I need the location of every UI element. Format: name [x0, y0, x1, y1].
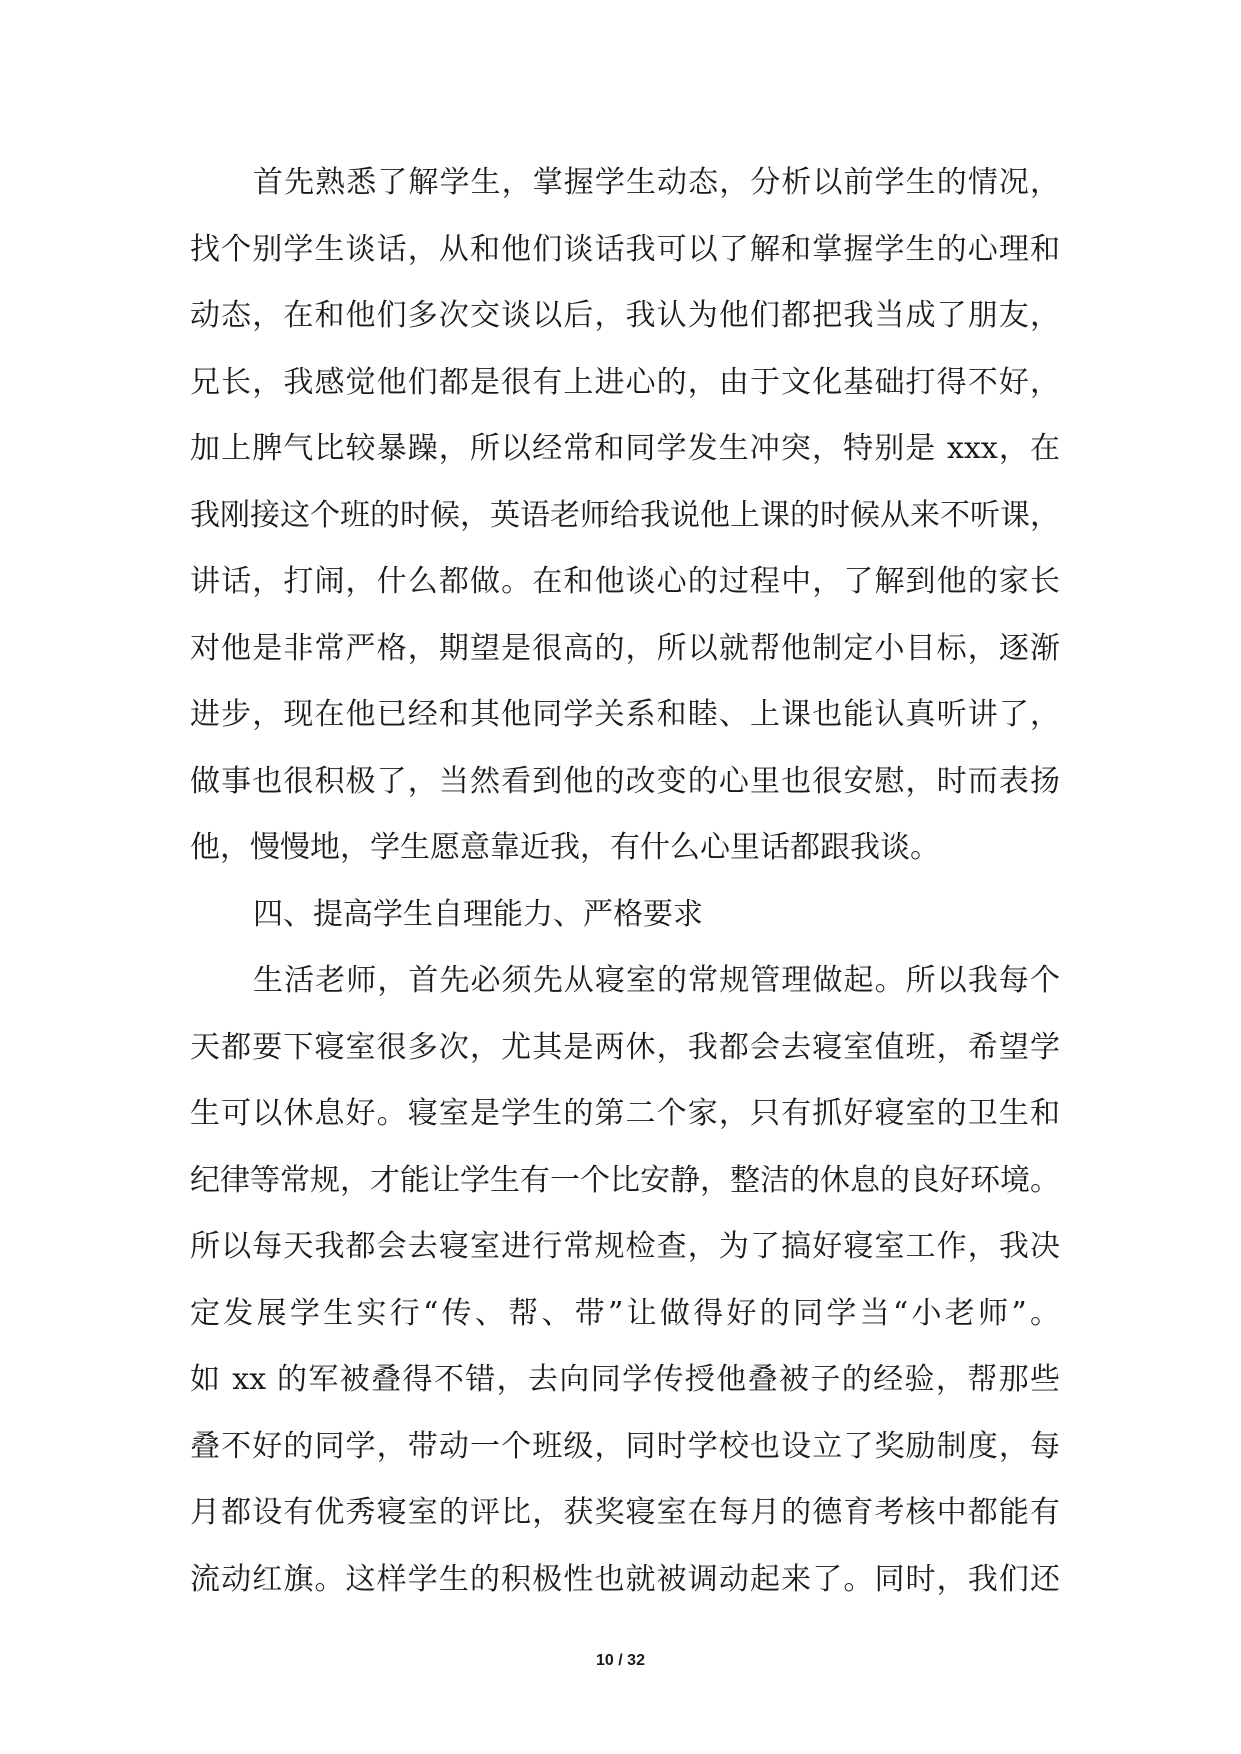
text-line: 做事也很积极了，当然看到他的改变的心里也很安慰，时而表扬	[190, 763, 1060, 799]
page-number: 10 / 32	[596, 1652, 645, 1669]
text-line: 对他是非常严格，期望是很高的，所以就帮他制定小目标，逐渐	[190, 630, 1060, 666]
text-line: 动态，在和他们多次交谈以后，我认为他们都把我当成了朋友，	[190, 298, 1060, 333]
text-line: 所以每天我都会去寝室进行常规检查，为了搞好寝室工作，我决	[190, 1229, 1060, 1264]
body-text	[190, 150, 1060, 1613]
text-line: 首先熟悉了解学生，掌握学生动态，分析以前学生的情况，	[253, 165, 1060, 200]
text-line: 叠不好的同学，带动一个班级，同时学校也设立了奖励制度，每	[190, 1428, 1060, 1464]
text-line: 进步，现在他已经和其他同学关系和睦、上课也能认真听讲了，	[190, 697, 1060, 732]
text-line: 讲话，打闹，什么都做。在和他谈心的过程中，了解到他的家长	[190, 564, 1060, 599]
text-line: 定发展学生实行“传、帮、带”让做得好的同学当“小老师”。	[190, 1295, 1060, 1331]
text-line: 天都要下寝室很多次，尤其是两休，我都会去寝室值班，希望学	[190, 1029, 1060, 1065]
text-line: 找个别学生谈话，从和他们谈话我可以了解和掌握学生的心理和	[190, 231, 1060, 267]
text-line: 如 xx 的军被叠得不错，去向同学传授他叠被子的经验，帮那些	[190, 1362, 1060, 1397]
text-line: 兄长，我感觉他们都是很有上进心的，由于文化基础打得不好，	[190, 364, 1060, 400]
text-line: 我刚接这个班的时候，英语老师给我说他上课的时候从来不听课，	[190, 497, 1060, 533]
text-line: 他，慢慢地，学生愿意靠近我，有什么心里话都跟我谈。	[190, 830, 940, 865]
text-line: 生活老师，首先必须先从寝室的常规管理做起。所以我每个	[253, 963, 1060, 998]
text-line: 流动红旗。这样学生的积极性也就被调动起来了。同时，我们还	[190, 1561, 1060, 1597]
text-line: 生可以休息好。寝室是学生的第二个家，只有抓好寝室的卫生和	[190, 1096, 1060, 1131]
text-line: 月都设有优秀寝室的评比，获奖寝室在每月的德育考核中都能有	[190, 1495, 1060, 1530]
text-line: 纪律等常规，才能让学生有一个比安静，整洁的休息的良好环境。	[190, 1162, 1060, 1198]
text-line: 四、提高学生自理能力、严格要求	[253, 896, 703, 932]
text-line: 加上脾气比较暴躁，所以经常和同学发生冲突，特别是 xxx，在	[190, 431, 1060, 466]
